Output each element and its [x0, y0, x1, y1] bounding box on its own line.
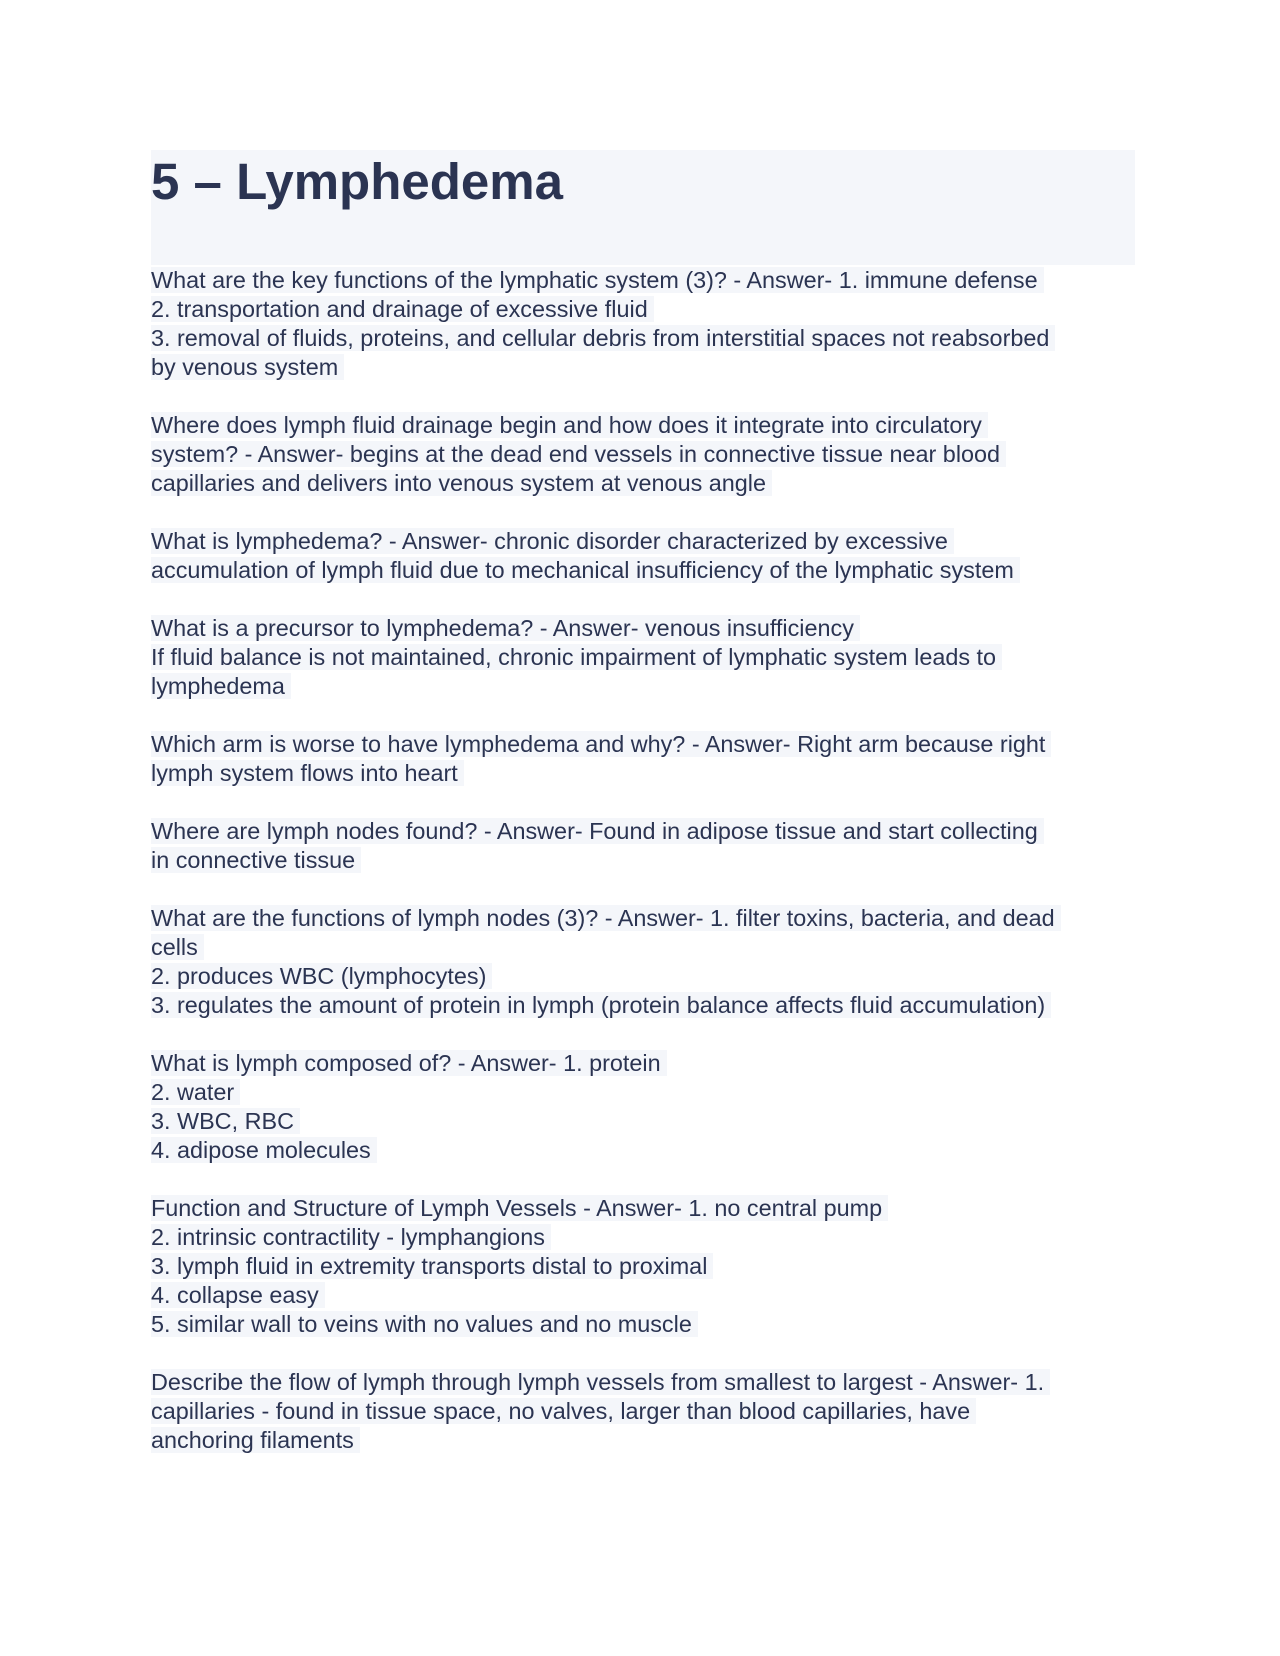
qa-entry: [151, 1049, 1141, 1165]
text-line: in connective tissue: [151, 846, 1141, 875]
qa-entry: [151, 527, 1141, 585]
text-line: capillaries and delivers into venous system at venous angle: [151, 469, 1141, 498]
text-line: 2. water: [151, 1078, 1141, 1107]
text-line: 2. produces WBC (lymphocytes): [151, 962, 1141, 991]
text-line: cells: [151, 933, 1141, 962]
qa-entry: [151, 1194, 1141, 1339]
text-line: Which arm is worse to have lymphedema and why? - Answer- Right arm because right: [151, 730, 1141, 759]
qa-entry: [151, 1368, 1141, 1455]
text-line: system? - Answer- begins at the dead end vessels in connective tissue near blood: [151, 440, 1141, 469]
text-line: accumulation of lymph fluid due to mechanical insufficiency of the lymphatic system: [151, 556, 1141, 585]
qa-entry: [151, 817, 1141, 875]
text-line: Function and Structure of Lymph Vessels - Answer- 1. no central pump: [151, 1194, 1141, 1223]
text-line: 3. regulates the amount of protein in lymph (protein balance affects fluid accumulation): [151, 991, 1141, 1020]
text-line: capillaries - found in tissue space, no valves, larger than blood capillaries, have: [151, 1397, 1141, 1426]
text-line: Where are lymph nodes found? - Answer- Found in adipose tissue and start collecting: [151, 817, 1141, 846]
text-line: What are the key functions of the lymphatic system (3)? - Answer- 1. immune defense: [151, 266, 1141, 295]
text-line: What are the functions of lymph nodes (3)? - Answer- 1. filter toxins, bacteria, and dead: [151, 904, 1141, 933]
qa-list: [151, 266, 1141, 1484]
text-line: 4. collapse easy: [151, 1281, 1141, 1310]
text-line: If fluid balance is not maintained, chronic impairment of lymphatic system leads to: [151, 643, 1141, 672]
page-title: 5 – Lymphedema: [151, 153, 563, 210]
qa-entry: [151, 614, 1141, 701]
qa-entry: [151, 266, 1141, 382]
text-line: anchoring filaments: [151, 1426, 1141, 1455]
text-line: Where does lymph fluid drainage begin and how does it integrate into circulatory: [151, 411, 1141, 440]
text-line: 3. WBC, RBC: [151, 1107, 1141, 1136]
text-line: 3. removal of fluids, proteins, and cellular debris from interstitial spaces not reabsorbed: [151, 324, 1141, 353]
text-line: lymph system flows into heart: [151, 759, 1141, 788]
text-line: by venous system: [151, 353, 1141, 382]
text-line: 5. similar wall to veins with no values and no muscle: [151, 1310, 1141, 1339]
text-line: 3. lymph fluid in extremity transports distal to proximal: [151, 1252, 1141, 1281]
text-line: What is lymph composed of? - Answer- 1. protein: [151, 1049, 1141, 1078]
text-line: 2. transportation and drainage of excessive fluid: [151, 295, 1141, 324]
qa-entry: [151, 730, 1141, 788]
text-line: 4. adipose molecules: [151, 1136, 1141, 1165]
text-line: What is a precursor to lymphedema? - Answer- venous insufficiency: [151, 614, 1141, 643]
text-line: What is lymphedema? - Answer- chronic disorder characterized by excessive: [151, 527, 1141, 556]
qa-entry: [151, 411, 1141, 498]
text-line: lymphedema: [151, 672, 1141, 701]
text-line: 2. intrinsic contractility - lymphangions: [151, 1223, 1141, 1252]
text-line: Describe the flow of lymph through lymph vessels from smallest to largest - Answer- 1.: [151, 1368, 1141, 1397]
qa-entry: [151, 904, 1141, 1020]
